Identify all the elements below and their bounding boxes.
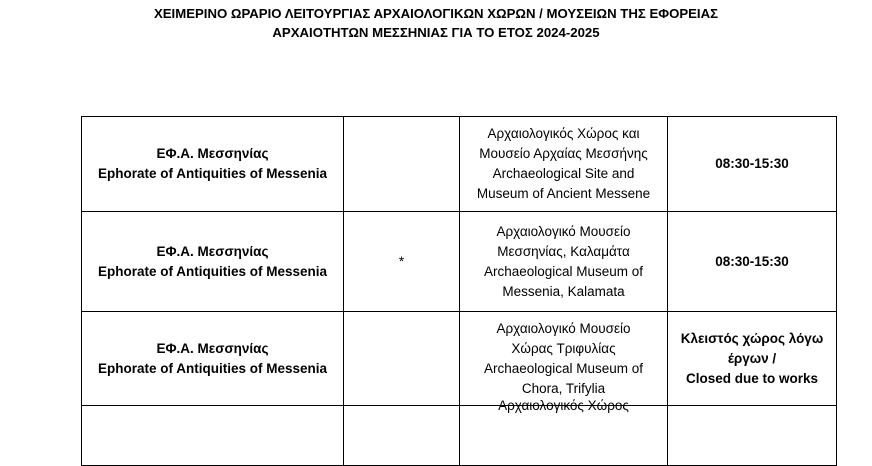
mark-text: * — [398, 253, 405, 269]
site-line: Αρχαιολογικό Μουσείο — [496, 320, 631, 336]
site-line: Messenia, Kalamata — [502, 283, 625, 299]
table-row — [82, 117, 837, 212]
title-line-1: ΧΕΙΜΕΡΙΝΟ ΩΡΑΡΙΟ ΛΕΙΤΟΥΡΓΙΑΣ ΑΡΧΑΙΟΛΟΓΙΚΩΝ ΧΩΡΩΝ / ΜΟΥΣΕΙΩΝ ΤΗΣ ΕΦΟΡΕΙΑΣ — [153, 6, 719, 21]
site-line: Αρχαιολογικό Μουσείο — [496, 223, 631, 239]
site-line: Archaeological Museum of — [483, 360, 644, 376]
site-line: Archaeological Site and — [492, 166, 635, 181]
hours-line: έργων / — [727, 350, 777, 366]
authority-cell — [82, 312, 344, 406]
authority-greek: ΕΦ.Α. Μεσσηνίας — [156, 146, 269, 161]
site-line: Museum of Ancient Messene — [476, 186, 651, 201]
site-line: Αρχαιολογικός Χώρος και — [487, 126, 640, 141]
hours-cell — [668, 117, 837, 212]
site-line: Μεσσηνίας, Καλαμάτα — [497, 243, 630, 259]
hours-cell — [668, 312, 837, 406]
site-cell — [460, 312, 668, 406]
hours-line: 08:30-15:30 — [715, 156, 789, 171]
authority-english: Ephorate of Antiquities of Messenia — [97, 166, 328, 181]
site-line: Χώρας Τριφυλίας — [511, 340, 616, 356]
table-row — [82, 212, 837, 312]
authority-english: Ephorate of Antiquities of Messenia — [97, 263, 328, 279]
mark-cell — [344, 312, 460, 406]
hours-line: 08:30-15:30 — [715, 253, 789, 269]
table-row — [82, 312, 837, 406]
site-cell — [460, 212, 668, 312]
authority-cell — [82, 212, 344, 312]
authority-greek: ΕΦ.Α. Μεσσηνίας — [156, 243, 269, 259]
mark-cell — [344, 117, 460, 212]
hours-line: Closed due to works — [685, 370, 819, 386]
site-line: Μουσείο Αρχαίας Μεσσήνης — [479, 146, 648, 161]
authority-cell — [82, 117, 344, 212]
hours-line: Κλειστός χώρος λόγω — [680, 330, 824, 346]
opening-hours-table — [81, 116, 837, 466]
mark-cell — [344, 212, 460, 312]
site-line: Chora, Trifylia — [521, 380, 606, 396]
hours-cell — [668, 212, 837, 312]
authority-english: Ephorate of Antiquities of Messenia — [97, 360, 328, 376]
title-line-2: ΑΡΧΑΙΟΤΗΤΩΝ ΜΕΣΣΗΝΙΑΣ ΓΙΑ ΤΟ ΕΤΟΣ 2024-2025 — [272, 25, 600, 40]
authority-greek: ΕΦ.Α. Μεσσηνίας — [156, 340, 269, 356]
document-title — [0, 4, 872, 42]
site-cell — [460, 117, 668, 212]
site-line: Archaeological Museum of — [483, 263, 644, 279]
site-line: Αρχαιολογικός Χώρος — [498, 398, 629, 413]
